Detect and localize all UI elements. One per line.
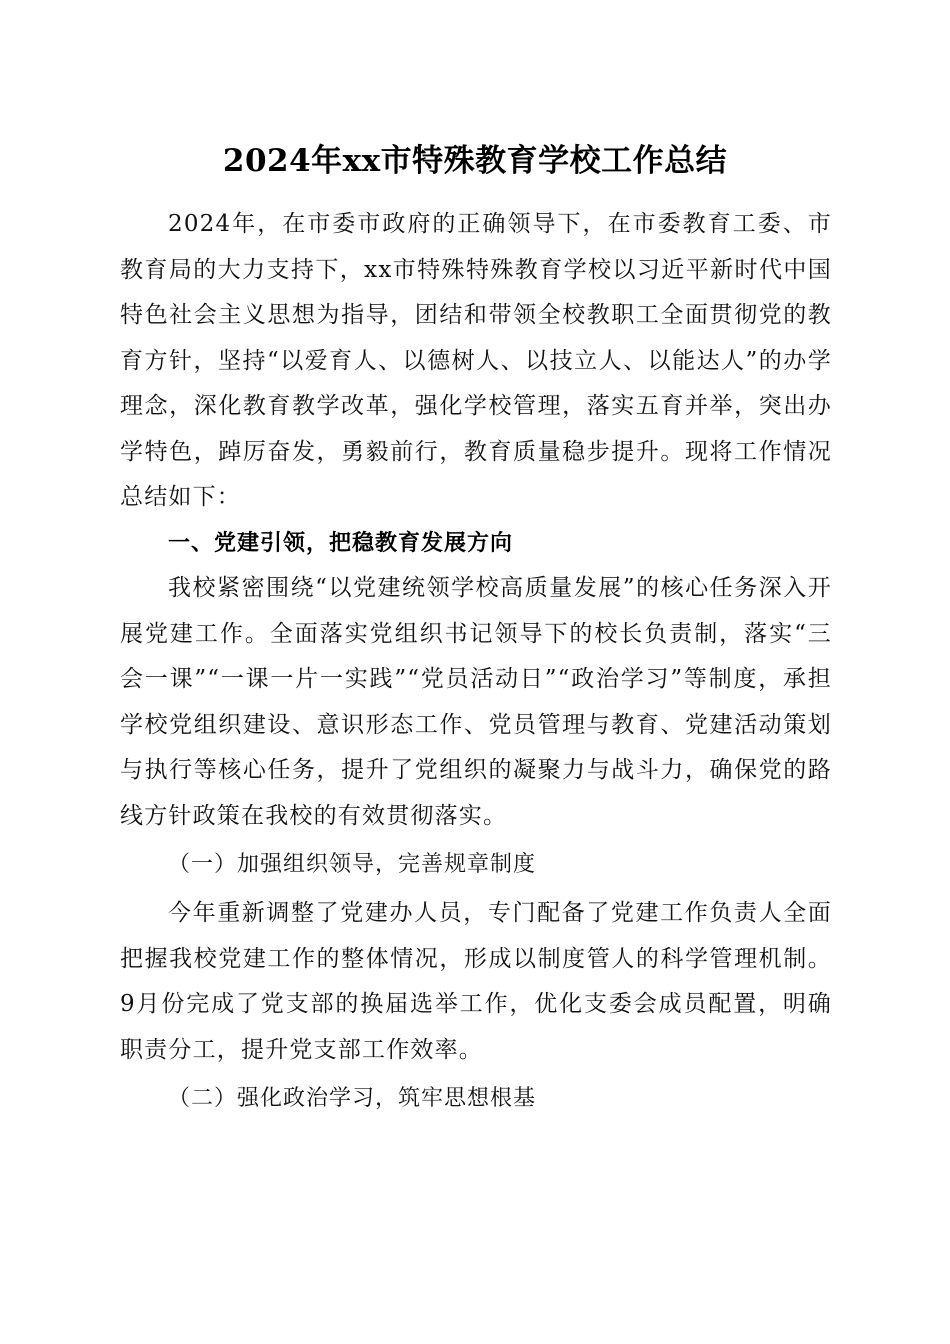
document-body	[120, 202, 832, 1125]
subsection-heading-organization: （一）加强组织领导，完善规章制度	[168, 852, 537, 877]
document-title: 2024年xx市特殊教育学校工作总结	[222, 143, 728, 179]
subsection-heading-political-study: （二）强化政治学习，筑牢思想根基	[168, 1086, 537, 1111]
subsection-paragraph-organization: 今年重新调整了党建办人员，专门配备了党建工作负责人全面把握我校党建工作的整体情况，形成以制度管人的科学管理机制。9月份完成了党支部的换届选举工作，优化支委会成员配置，明确职责分工，提升党支部工作效率。	[120, 900, 832, 1063]
section-heading-party-building: 一、党建引领，把稳教育发展方向	[168, 530, 514, 556]
intro-paragraph: 2024年，在市委市政府的正确领导下，在市委教育工委、市教育局的大力支持下，xx市特殊特殊教育学校以习近平新时代中国特色社会主义思想为指导，团结和带领全校教职工全面贯彻党的教育方针，坚持“以爱育人、以德树人、以技立人、以能达人”的办学理念，深化教育教学改革，强化学校管理，落实五育并举，突出办学特色，踔厉奋发，勇毅前行，教育质量稳步提升。现将工作情况总结如下：	[120, 211, 832, 510]
section-paragraph-party-building: 我校紧密围绕“以党建统领学校高质量发展”的核心任务深入开展党建工作。全面落实党组织书记领导下的校长负责制，落实“三会一课”“一课一片一实践”“党员活动日”“政治学习”等制度，承担学校党组织建设、意识形态工作、党员管理与教育、党建活动策划与执行等核心任务，提升了党组织的凝聚力与战斗力，确保党的路线方针政策在我校的有效贯彻落实。	[120, 575, 832, 829]
